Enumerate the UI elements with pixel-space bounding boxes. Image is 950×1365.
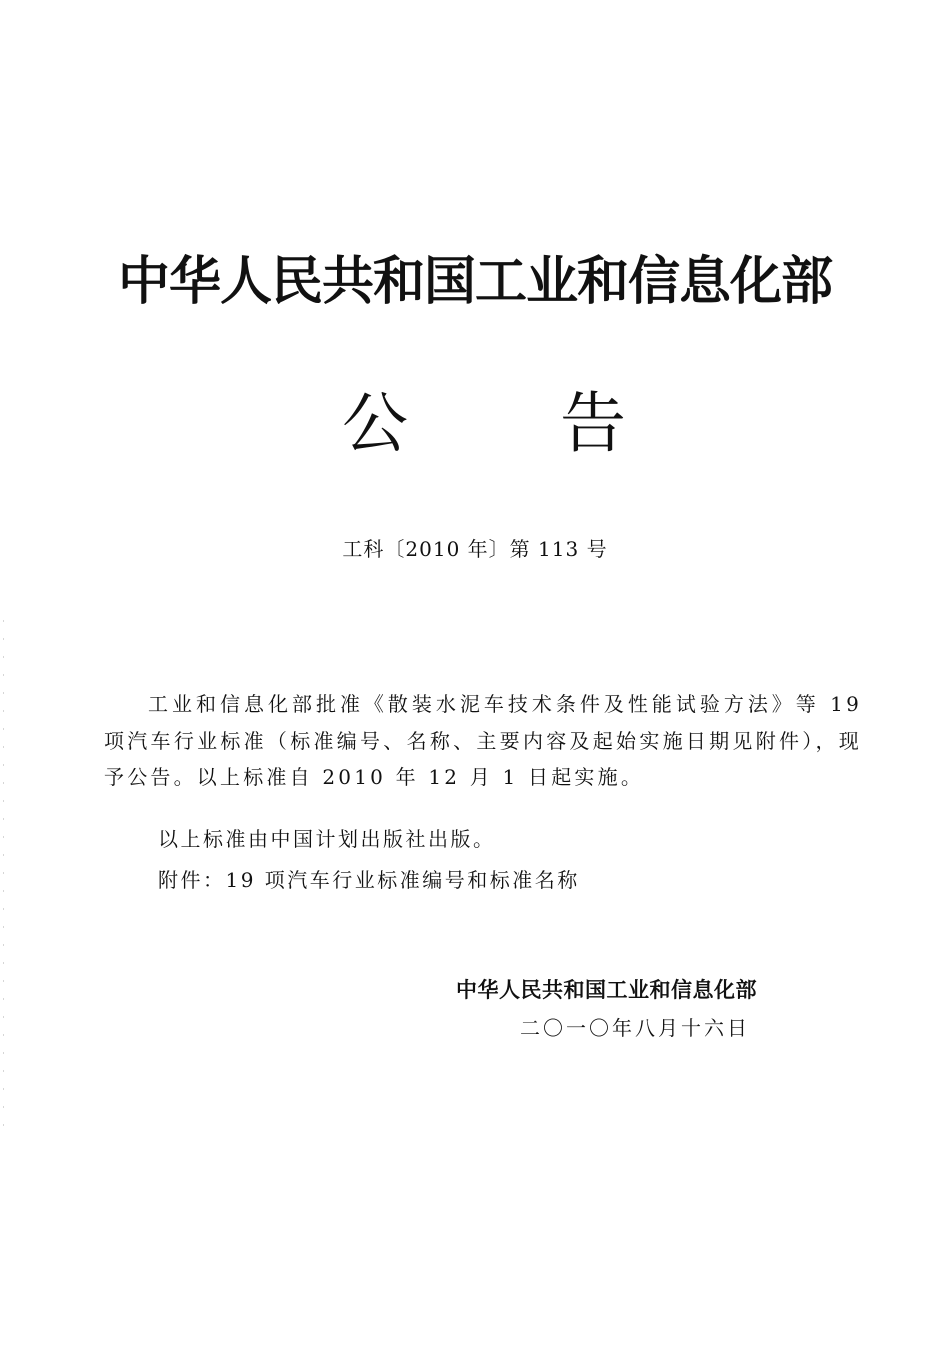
notice-title-char-2: 告 <box>560 385 626 462</box>
notice-title-char-1: 公 <box>342 385 408 462</box>
main-paragraph: 工业和信息化部批准《散装水泥车技术条件及性能试验方法》等 19 项汽车行业标准（标准编号、名称、主要内容及起始实施日期见附件），现予公告。以上标准自 2010 年 12 月 1 日起实施。 <box>104 692 862 789</box>
issuer-title: 中华人民共和国工业和信息化部 <box>117 252 832 312</box>
signature-organization: 中华人民共和国工业和信息化部 <box>456 978 757 1002</box>
signature-date: 二〇一〇年八月十六日 <box>520 1016 750 1040</box>
document-number: 工科〔2010 年〕第 113 号 <box>342 537 608 561</box>
attachment-line: 附件：19 项汽车行业标准编号和标准名称 <box>158 868 580 892</box>
notice-title <box>0 384 950 464</box>
publisher-line: 以上标准由中国计划出版社出版。 <box>158 827 496 851</box>
scan-edge-marks <box>3 620 4 1140</box>
